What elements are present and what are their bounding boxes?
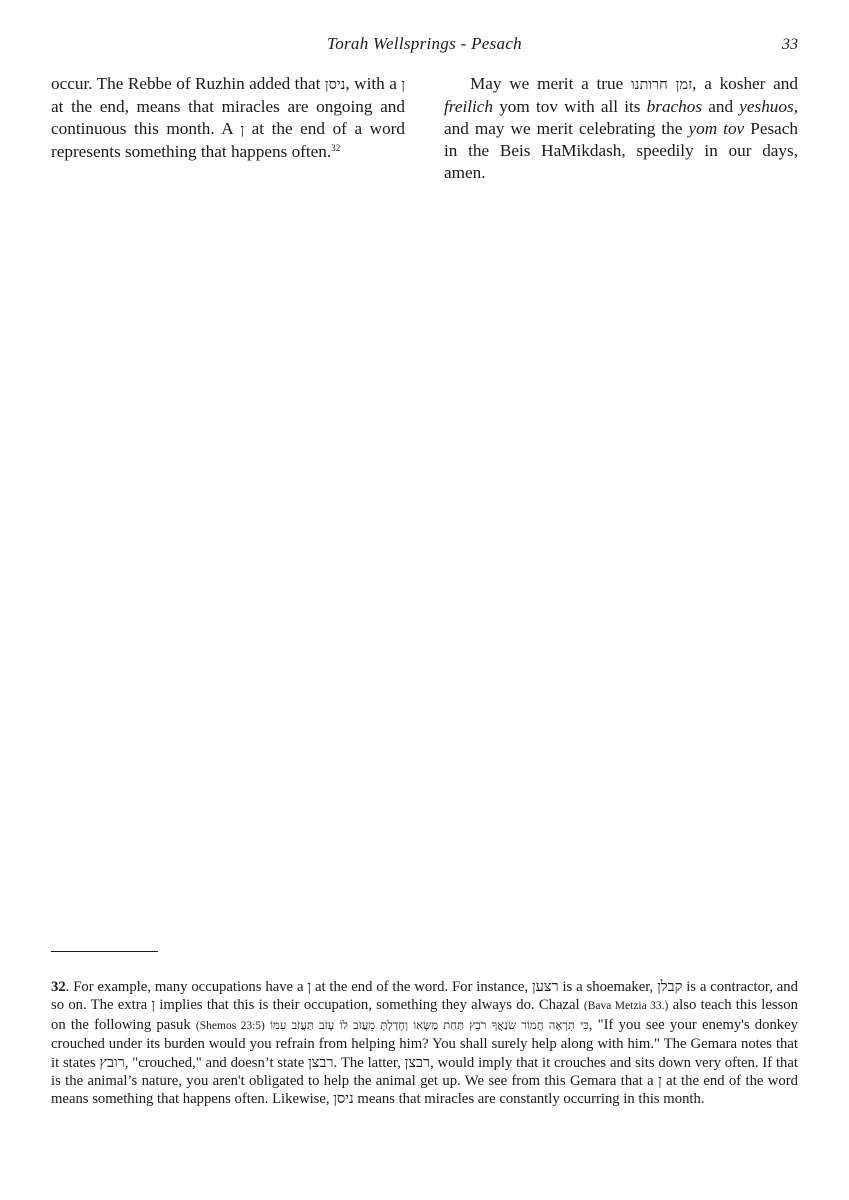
footnote — [51, 978, 798, 1109]
text-run: May we merit a true — [470, 74, 632, 93]
hebrew-letter: ן — [151, 997, 156, 1014]
running-title: Torah Wellsprings - Pesach — [327, 34, 522, 53]
text-run: also teach this lesson on the following pasuk — [51, 997, 798, 1033]
left-paragraph — [51, 73, 405, 163]
text-run: is a contractor, and so on. The extra — [51, 979, 798, 1014]
footnote-paragraph — [51, 978, 798, 1109]
italic-term: yeshuos — [739, 97, 794, 116]
hebrew-word: רצען — [531, 979, 559, 995]
text-run: at the end of the word. For instance, — [311, 979, 532, 995]
hebrew-letter: ן — [240, 122, 245, 138]
text-run: at the end of the word means something that happens often. Likewise, — [51, 1073, 798, 1108]
text-run: . For example, many occupations have a — [65, 979, 308, 995]
text-run: , "crouched," and doesn’t state — [124, 1054, 309, 1071]
right-column — [444, 73, 798, 184]
text-run: . The latter, — [333, 1054, 405, 1071]
page-number: 33 — [782, 36, 798, 53]
source-citation: (Bava Metzia 33.) — [583, 1000, 669, 1013]
hebrew-verse: כִּי תִרְאֶה חֲמוֹר שֹׂנַאֲךָ רֹבֵץ תַּחַת מַשָּׂאוֹ וְחָדַלְתָּ מֵעֲזֹב לוֹ עָזֹב תַּעֲזֹב עִמּוֹ — [270, 1017, 589, 1032]
text-run: implies that this is their occupation, something they always do. Chazal — [155, 997, 584, 1014]
text-run: is a shoemaker, — [558, 979, 658, 995]
text-run: Pesach in the Beis HaMikdash, speedily in our days, amen. — [444, 119, 798, 182]
italic-term: brachos — [646, 97, 703, 116]
text-run: , with a — [345, 74, 402, 93]
italic-term: yom tov — [688, 119, 745, 138]
source-citation: (Shemos 23:5) — [195, 1019, 265, 1032]
hebrew-letter: ן — [658, 1073, 662, 1090]
hebrew-word: ניסן — [333, 1091, 354, 1108]
text-run: means that miracles are constantly occurring in this month. — [353, 1091, 705, 1108]
hebrew-word: רובץ — [99, 1054, 125, 1071]
text-run: occur. The Rebbe of Ruzhin added that — [51, 74, 325, 93]
footnote-divider — [51, 951, 158, 952]
hebrew-word: קבלן — [657, 979, 683, 995]
page-header — [51, 34, 798, 56]
hebrew-word: רבצן — [308, 1054, 334, 1071]
text-run: , "If you see your enemy's donkey crouched under its burden would you refrain from helping him? You shall surely help along with him." The Gemara notes that it states — [51, 1016, 799, 1071]
italic-term: freilich — [444, 97, 494, 116]
right-paragraph — [444, 73, 798, 184]
hebrew-letter: ן — [401, 77, 405, 93]
text-run: at the end, means that miracles are ongoing and continuous this month. A — [51, 97, 405, 138]
text-run: at the end of a word represents something that happens often. — [51, 119, 405, 161]
text-run: and — [702, 97, 740, 116]
footnote-number: 32 — [51, 979, 66, 995]
footnote-reference: 32 — [331, 143, 341, 153]
text-run: , a kosher and — [692, 74, 798, 93]
text-run: yom tov with all its — [493, 97, 647, 116]
text-run: , and may we merit celebrating the — [444, 97, 798, 138]
text-run: , would imply that it crouches and sits down very often. If that is the animal’s nature, you aren't obligated to help the animal get up. We see from this Gemara that a — [51, 1054, 798, 1090]
hebrew-word: ניסן — [324, 77, 346, 93]
hebrew-word: רבצן — [404, 1054, 431, 1071]
left-column — [51, 73, 405, 163]
hebrew-letter: ן — [307, 979, 312, 995]
hebrew-phrase: זמן חרותנו — [631, 77, 693, 93]
